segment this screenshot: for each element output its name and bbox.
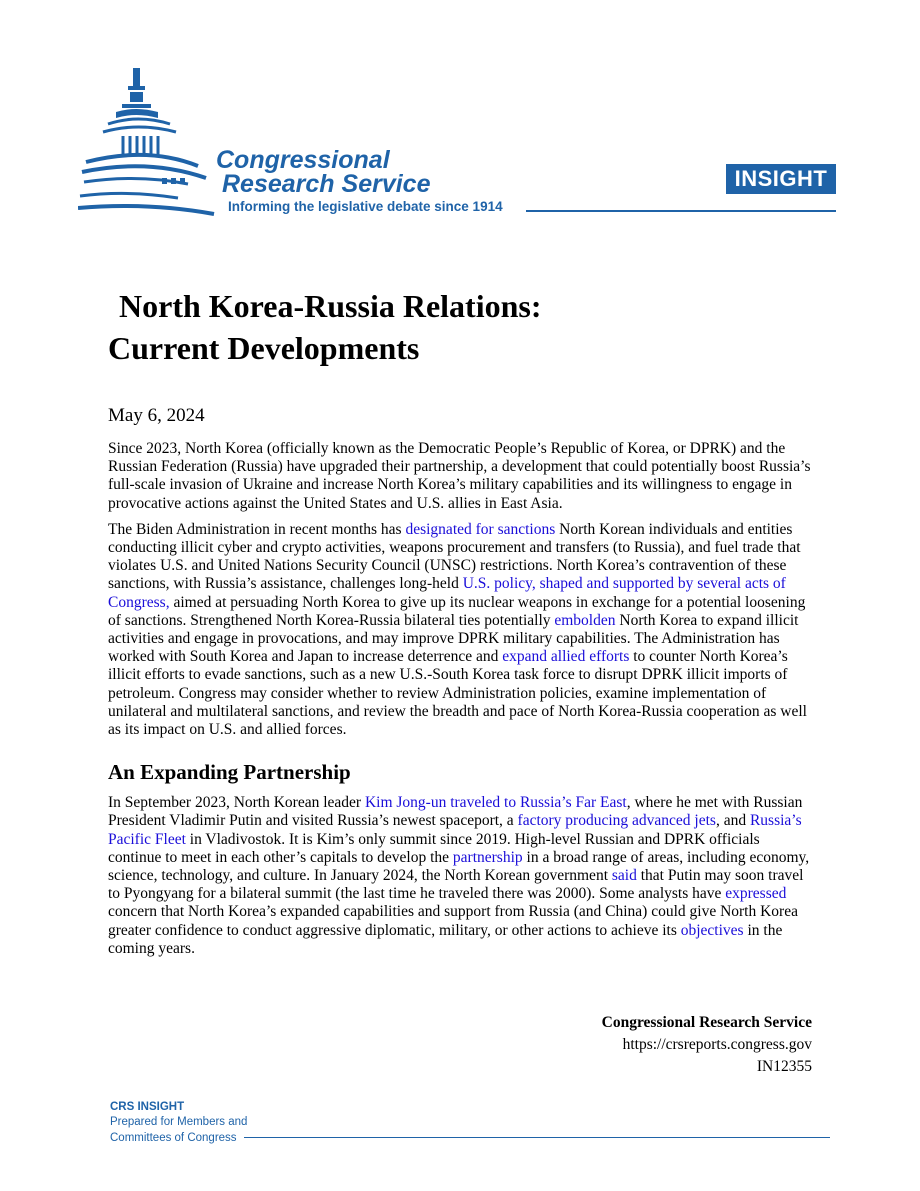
link-said[interactable]: said bbox=[611, 867, 637, 885]
report-org: Congressional Research Service bbox=[601, 1014, 812, 1031]
text-run: in the coming years. bbox=[108, 921, 783, 957]
document-body bbox=[108, 440, 816, 966]
link-expand-allied-efforts[interactable]: expand allied efforts bbox=[502, 648, 630, 666]
link-embolden[interactable]: embolden bbox=[554, 611, 616, 629]
report-id: IN12355 bbox=[756, 1058, 812, 1075]
paragraph-expanding-partnership bbox=[108, 794, 816, 958]
capitol-dome-icon bbox=[78, 66, 218, 216]
title-line1: North Korea-Russia Relations: bbox=[119, 288, 542, 324]
report-url: https://crsreports.congress.gov bbox=[622, 1036, 812, 1053]
footer-line2: Prepared for Members and bbox=[110, 1116, 248, 1128]
org-name-line1: Congressional bbox=[216, 146, 390, 174]
link-pacific-fleet[interactable]: Russia’s Pacific Fleet bbox=[108, 812, 802, 848]
footer-line3: Committees of Congress bbox=[110, 1132, 237, 1144]
report-info bbox=[602, 1012, 812, 1078]
text-run: North Korea to expand illicit activities and engage in provocations, and may improve DPRK military capabilities. The Administration has worked with South Korea and Japan to increase deterrence and bbox=[108, 611, 799, 666]
link-kim-traveled[interactable]: Kim Jong-un traveled to Russia’s Far East bbox=[364, 794, 627, 812]
link-factory-jets[interactable]: factory producing advanced jets bbox=[517, 812, 716, 830]
publication-date: May 6, 2024 bbox=[108, 405, 205, 426]
section-heading: An Expanding Partnership bbox=[108, 760, 351, 785]
footer bbox=[110, 1100, 247, 1146]
link-objectives[interactable]: objectives bbox=[680, 921, 744, 939]
text-run: in a broad range of areas, including economy, science, technology, and culture. In January 2024, the North Korean government bbox=[108, 848, 810, 885]
text-run: North Korean individuals and entities conducting illicit cyber and crypto activities, weapons procurement and transfers (to Russia), and fuel trade that violates U.S. and United Nations Security Council (UNSC) restrictions. North Korea’s contravention of these sanctions, with Russia’s assistance, challenges long-held bbox=[108, 520, 801, 593]
footer-rule bbox=[244, 1137, 830, 1138]
insight-badge: INSIGHT bbox=[726, 164, 836, 194]
tagline: Informing the legislative debate since 1914 bbox=[228, 199, 503, 214]
text-run: in Vladivostok. It is Kim’s only summit since 2019. High-level Russian and DPRK officials continue to meet in each other’s capitals to develop the bbox=[108, 830, 760, 866]
text-run: concern that North Korea’s expanded capabilities and support from Russia (and China) could give North Korea greater confidence to conduct aggressive diplomatic, military, or other actions to achieve its bbox=[108, 903, 798, 939]
text-run: , and bbox=[715, 812, 750, 830]
text-run: , where he met with Russian President Vladimir Putin and visited Russia’s newest spaceport, a bbox=[108, 794, 803, 830]
link-partnership[interactable]: partnership bbox=[452, 848, 523, 866]
title-line2: Current Developments bbox=[108, 330, 420, 366]
text-run: In September 2023, North Korean leader bbox=[108, 794, 365, 812]
text-run: The Biden Administration in recent months has bbox=[108, 520, 406, 538]
text-run: aimed at persuading North Korea to give up its nuclear weapons in exchange for a potential loosening of sanctions. Strengthened North Korea-Russia bilateral ties potentially bbox=[108, 593, 806, 629]
text-run: to counter North Korea’s illicit efforts to evade sanctions, such as a new U.S.-South Korea task force to disrupt DPRK illicit imports of petroleum. Congress may consider whether to review Administration policies, examine implementation of unilateral and multilateral sanctions, and review the breadth and pace of North Korea-Russia cooperation as well as its impact on U.S. and allied forces. bbox=[108, 648, 807, 739]
paragraph-biden-administration bbox=[108, 521, 816, 739]
link-designated-for-sanctions[interactable]: designated for sanctions bbox=[405, 520, 556, 538]
page-title bbox=[108, 285, 808, 369]
text-run: that Putin may soon travel to Pyongyang for a bilateral summit (the last time he traveled there was 2000). Some analysts have bbox=[108, 867, 804, 903]
org-name-line2: Research Service bbox=[222, 170, 431, 198]
link-us-policy[interactable]: U.S. policy, shaped and supported by several acts of Congress, bbox=[108, 575, 786, 611]
link-expressed[interactable]: expressed bbox=[725, 885, 787, 903]
paragraph-intro: Since 2023, North Korea (officially known as the Democratic People’s Republic of Korea, or DPRK) and the Russian Federation (Russia) have upgraded their partnership, a development that could potentially boost Russia’s full-scale invasion of Ukraine and increase North Korea’s military capabilities and its willingness to engage in provocative actions against the United States and U.S. allies in East Asia. bbox=[108, 440, 811, 512]
tagline-rule bbox=[526, 210, 836, 212]
header bbox=[0, 0, 920, 240]
footer-label: CRS INSIGHT bbox=[110, 1101, 185, 1113]
